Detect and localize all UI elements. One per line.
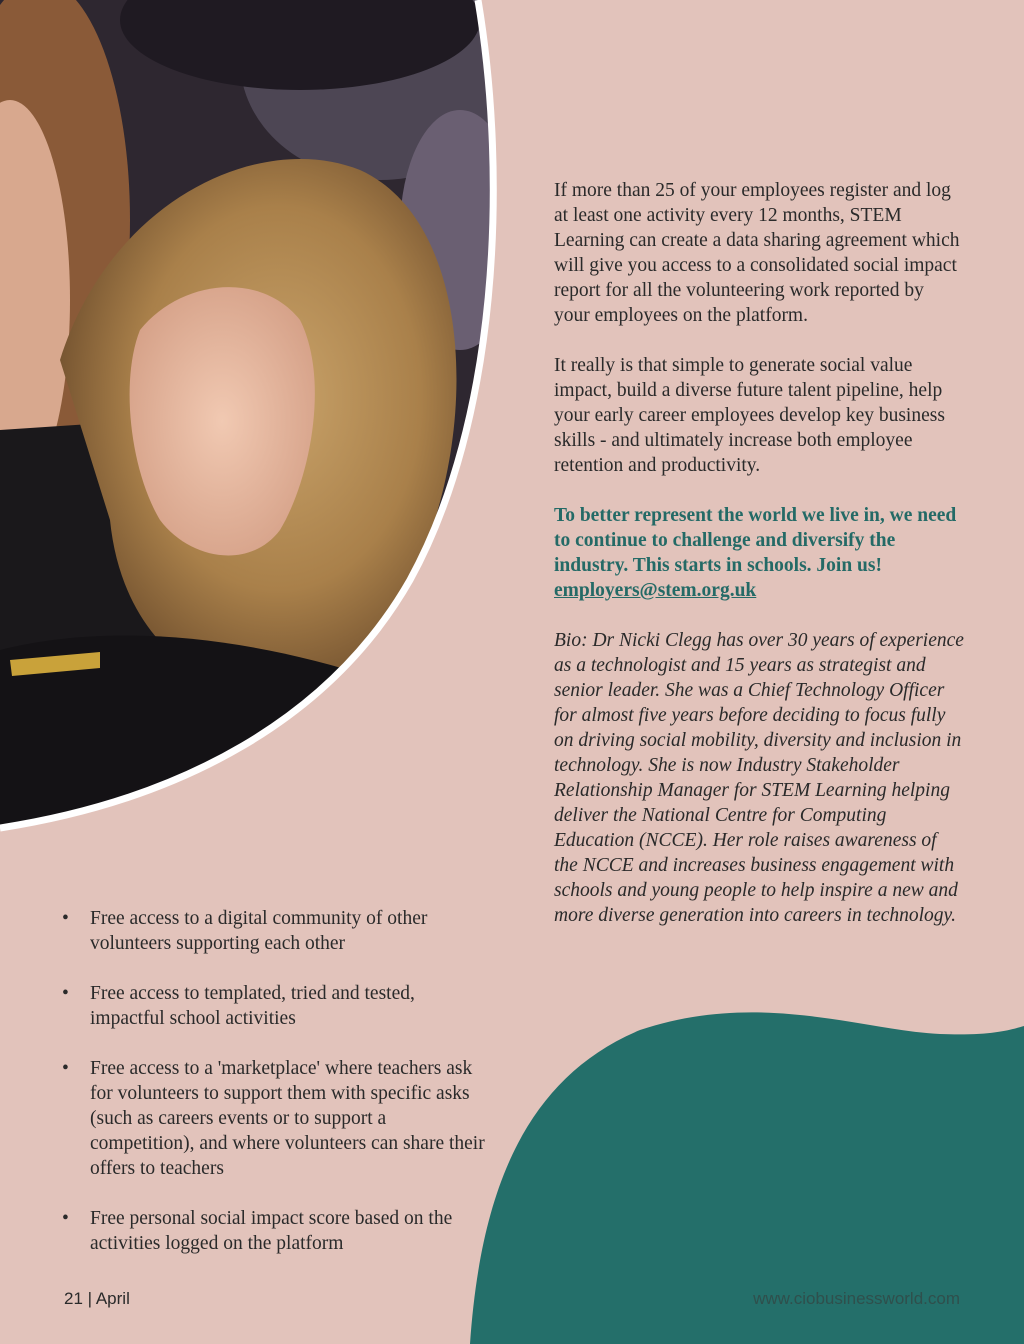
list-item-text: Free access to a 'marketplace' where teachers ask for volunteers to support them with specific asks (such as careers events or to support a competition), and where volunteers can share their offers to teachers (90, 1058, 485, 1179)
article-column (554, 178, 964, 953)
contact-email-link[interactable]: employers@stem.org.uk (554, 580, 757, 601)
author-bio: Bio: Dr Nicki Clegg has over 30 years of experience as a technologist and 15 years as strategist and senior leader. She was a Chief Technology Officer for almost five years before deciding to focus fully on driving social mobility, diversity and inclusion in technology. She is now Industry Stakeholder Relationship Manager for STEM Learning helping deliver the National Centre for Computing Education (NCCE). Her role raises awareness of the NCCE and increases business engagement with schools and young people to help inspire a new and more diverse generation into careers in technology. (554, 630, 964, 926)
bullet-icon: • (62, 1058, 69, 1079)
bullet-icon: • (62, 908, 69, 929)
call-to-action (554, 503, 964, 603)
list-item (62, 1206, 492, 1256)
bullet-icon: • (62, 1208, 69, 1229)
call-to-action-text: To better represent the world we live in, we need to continue to challenge and diversify the industry. This starts in schools. Join us! (554, 505, 957, 576)
list-item (62, 981, 492, 1031)
page-number: 21 | April (64, 1289, 130, 1308)
paragraph-data-sharing: If more than 25 of your employees register and log at least one activity every 12 months, STEM Learning can create a data sharing agreement which will give you access to a consolidated social impact report for all the volunteering work reported by your employees on the platform. (554, 180, 960, 326)
benefits-list (62, 906, 492, 1281)
list-item (62, 906, 492, 956)
website-url[interactable]: www.ciobusinessworld.com (753, 1289, 960, 1308)
bullet-icon: • (62, 983, 69, 1004)
paragraph-simple-impact: It really is that simple to generate social value impact, build a diverse future talent pipeline, help your early career employees develop key business skills - and ultimately increase both employee retention and productivity. (554, 355, 945, 476)
students-photo (0, 0, 520, 840)
list-item-text: Free access to a digital community of other volunteers supporting each other (90, 908, 428, 954)
list-item-text: Free personal social impact score based on the activities logged on the platform (90, 1208, 453, 1254)
list-item (62, 1056, 492, 1181)
list-item-text: Free access to templated, tried and tested, impactful school activities (90, 983, 415, 1029)
